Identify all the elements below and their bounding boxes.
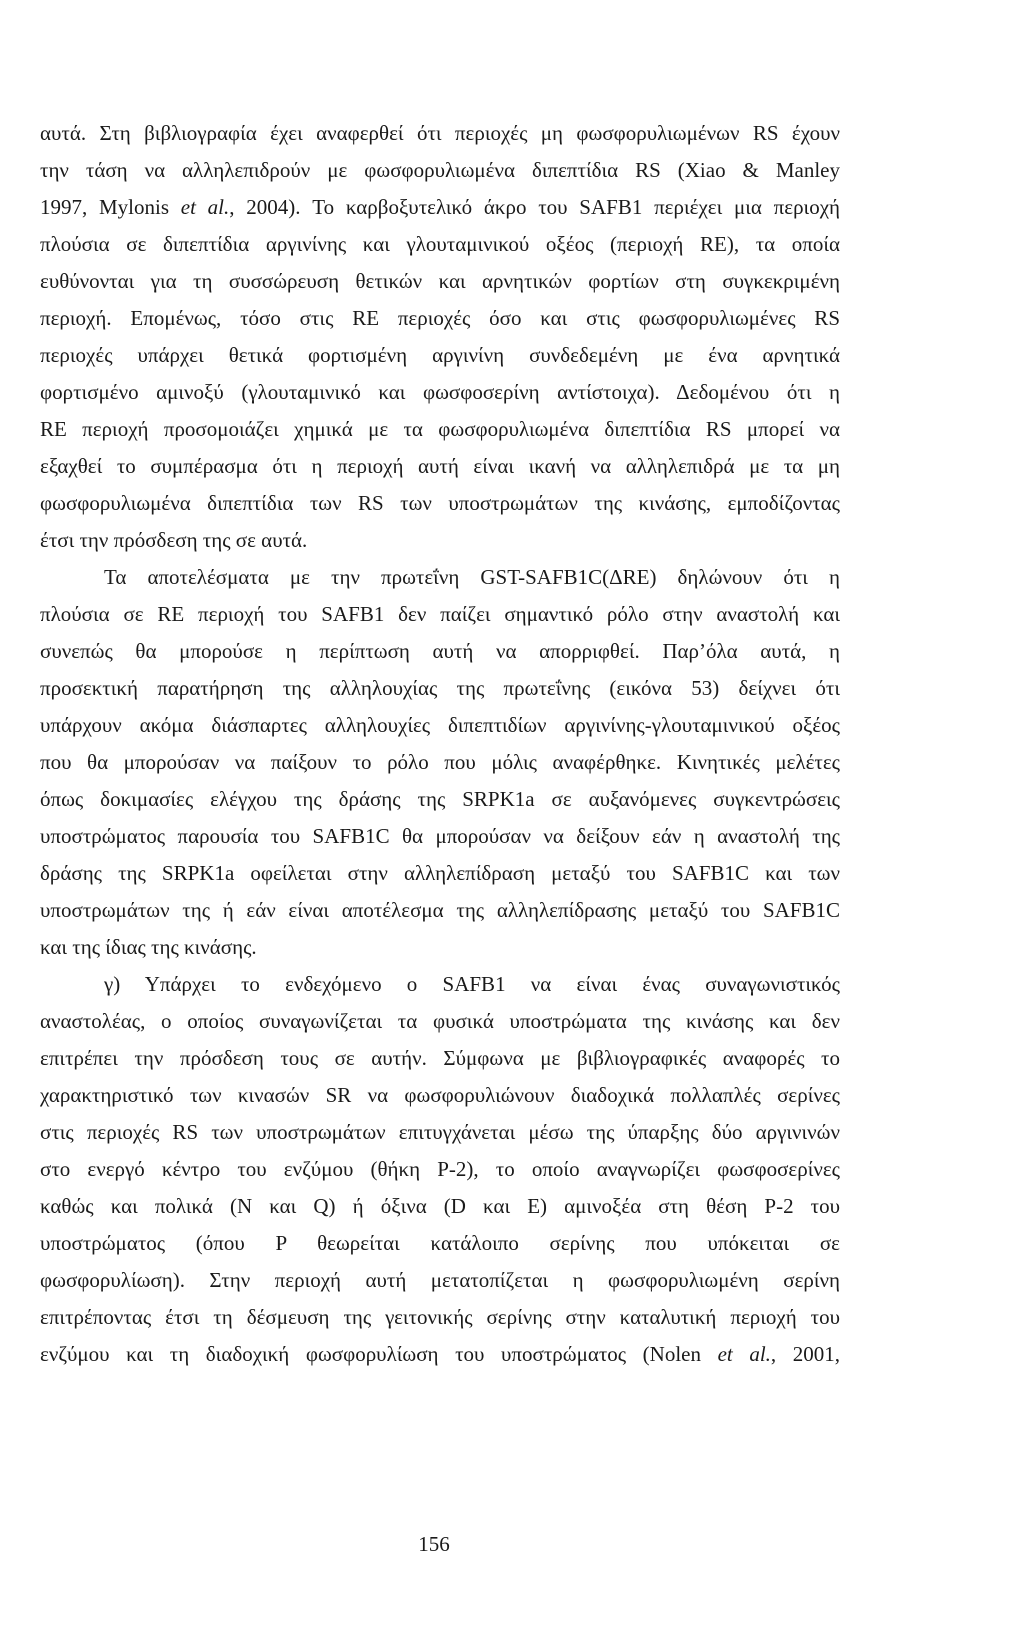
text-line: που θα μπορούσαν να παίξουν το ρόλο που μόλις αναφέρθηκε. Κινητικές μελέτες — [40, 750, 840, 774]
text-line: RE περιοχή προσομοιάζει χημικά με τα φωσφορυλιωμένα διπεπτίδια RS μπορεί να — [40, 417, 840, 441]
text-line: όπως δοκιμασίες ελέγχου της δράσης της SRPK1a σε αυξανόμενες συγκεντρώσεις — [40, 787, 840, 811]
page-number: 156 — [418, 1532, 450, 1556]
text-segment: 1997, Mylonis — [40, 195, 181, 219]
text-line: προσεκτική παρατήρηση της αλληλουχίας της πρωτεΐνης (εικόνα 53) δείχνει ότι — [40, 676, 840, 700]
text-line: στις περιοχές RS των υποστρωμάτων επιτυγχάνεται μέσω της ύπαρξης δύο αργινινών — [40, 1120, 840, 1144]
text-line: ευθύνονται για τη συσσώρευση θετικών και αρνητικών φορτίων στη συγκεκριμένη — [40, 269, 840, 293]
text-line: και της ίδιας της κινάσης. — [40, 935, 257, 959]
text-line: πλούσια σε RE περιοχή του SAFB1 δεν παίζει σημαντικό ρόλο στην αναστολή και — [40, 602, 840, 626]
text-segment: , 2004). Το καρβοξυτελικό άκρο του SAFB1 περιέχει μια περιοχή — [229, 195, 840, 219]
text-line: περιοχή. Επομένως, τόσο στις RE περιοχές όσο και στις φωσφορυλιωμένες RS — [40, 306, 840, 330]
text-line: υποστρώματος (όπου P θεωρείται κατάλοιπο σερίνης που υπόκειται σε — [40, 1231, 840, 1255]
text-line: υπάρχουν ακόμα διάσπαρτες αλληλουχίες διπεπτιδίων αργινίνης-γλουταμινικού οξέος — [40, 713, 840, 737]
text-line: καθώς και πολικά (N και Q) ή όξινα (D και E) αμινοξέα στη θέση P-2 του — [40, 1194, 840, 1218]
text-line: αυτά. Στη βιβλιογραφία έχει αναφερθεί ότι περιοχές μη φωσφορυλιωμένων RS έχουν — [40, 121, 840, 145]
text-line: συνεπώς θα μπορούσε η περίπτωση αυτή να απορριφθεί. Παρ’όλα αυτά, η — [40, 639, 840, 663]
text-line — [40, 193, 840, 221]
text-line: στο ενεργό κέντρο του ενζύμου (θήκη P-2), το οποίο αναγνωρίζει φωσφοσερίνες — [40, 1157, 840, 1181]
text-line: επιτρέπει την πρόσδεση τους σε αυτήν. Σύμφωνα με βιβλιογραφικές αναφορές το — [40, 1046, 840, 1070]
text-line: χαρακτηριστικό των κινασών SR να φωσφορυλιώνουν διαδοχικά πολλαπλές σερίνες — [40, 1083, 840, 1107]
text-line: Τα αποτελέσματα με την πρωτεΐνη GST-SAFB1C(ΔRE) δηλώνουν ότι η — [104, 565, 840, 589]
text-line: υποστρώματος παρουσία του SAFB1C θα μπορούσαν να δείξουν εάν η αναστολή της — [40, 824, 840, 848]
text-line: περιοχές υπάρχει θετικά φορτισμένη αργινίνη συνδεδεμένη με ένα αρνητικά — [40, 343, 840, 367]
text-line: την τάση να αλληλεπιδρούν με φωσφορυλιωμένα διπεπτίδια RS (Xiao & Manley — [40, 158, 840, 182]
text-line: φωσφορυλιωμένα διπεπτίδια των RS των υποστρωμάτων της κινάσης, εμποδίζοντας — [40, 491, 840, 515]
text-line: γ) Υπάρχει το ενδεχόμενο ο SAFB1 να είναι ένας συναγωνιστικός — [104, 972, 840, 996]
text-segment: , 2001, — [770, 1342, 840, 1366]
text-line: φωσφορυλίωση). Στην περιοχή αυτή μετατοπίζεται η φωσφορυλιωμένη σερίνη — [40, 1268, 840, 1292]
italic-text: et al. — [180, 195, 230, 219]
italic-text: et al. — [717, 1342, 771, 1366]
text-line: πλούσια σε διπεπτίδια αργινίνης και γλουταμινικού οξέος (περιοχή RE), τα οποία — [40, 232, 840, 256]
text-line: δράσης της SRPK1a οφείλεται στην αλληλεπίδραση μεταξύ του SAFB1C και των — [40, 861, 840, 885]
text-line: αναστολέας, ο οποίος συναγωνίζεται τα φυσικά υποστρώματα της κινάσης και δεν — [40, 1009, 840, 1033]
text-line: υποστρωμάτων της ή εάν είναι αποτέλεσμα της αλληλεπίδρασης μεταξύ του SAFB1C — [40, 898, 840, 922]
text-line: εξαχθεί το συμπέρασμα ότι η περιοχή αυτή είναι ικανή να αλληλεπιδρά με τα μη — [40, 454, 840, 478]
text-line: έτσι την πρόσδεση της σε αυτά. — [40, 528, 308, 552]
text-line: επιτρέποντας έτσι τη δέσμευση της γειτονικής σερίνης στην καταλυτική περιοχή του — [40, 1305, 840, 1329]
text-line: φορτισμένο αμινοξύ (γλουταμινικό και φωσφοσερίνη αντίστοιχα). Δεδομένου ότι η — [40, 380, 840, 404]
text-line — [40, 1340, 840, 1368]
text-segment: ενζύμου και τη διαδοχική φωσφορυλίωση του υποστρώματος (Nolen — [40, 1342, 718, 1366]
